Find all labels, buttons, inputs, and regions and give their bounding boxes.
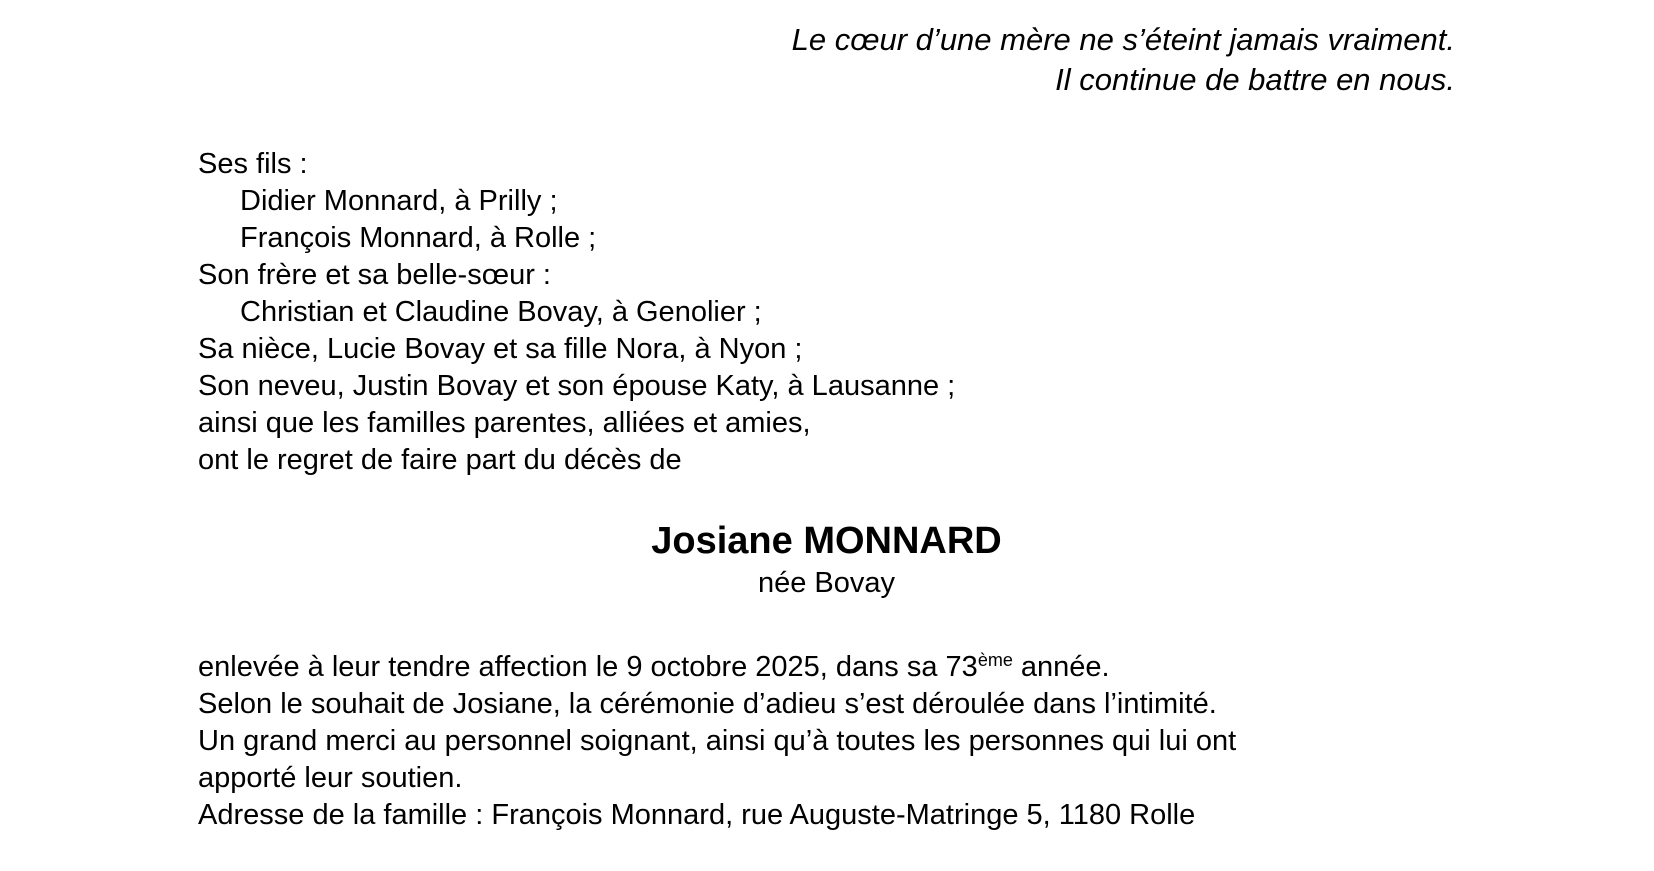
ordinal-superscript: ème xyxy=(977,650,1013,670)
family-line-relatives: ainsi que les familles parentes, alliées et amies, xyxy=(198,407,811,439)
closing-line-thanks-2: apporté leur soutien. xyxy=(198,762,463,794)
family-line-sons-header: Ses fils : xyxy=(198,148,308,180)
family-line-son-1: Didier Monnard, à Prilly ; xyxy=(240,185,558,217)
family-line-brother: Christian et Claudine Bovay, à Genolier ; xyxy=(240,296,762,328)
death-date-text-end: année. xyxy=(1012,651,1110,683)
epigraph xyxy=(198,20,1455,100)
epigraph-line-1: Le cœur d’une mère ne s’éteint jamais vraiment. xyxy=(791,22,1455,57)
closing-line-ceremony: Selon le souhait de Josiane, la cérémonie d’adieu s’est déroulée dans l’intimité. xyxy=(198,688,1217,720)
family-line-nephew: Son neveu, Justin Bovay et son épouse Katy, à Lausanne ; xyxy=(198,370,956,402)
family-line-announcement: ont le regret de faire part du décès de xyxy=(198,444,682,476)
closing-line-death-date xyxy=(198,649,1455,686)
deceased-maiden-name: née Bovay xyxy=(757,567,896,599)
closing-line-family-address: Adresse de la famille : François Monnard, rue Auguste-Matringe 5, 1180 Rolle xyxy=(198,799,1196,831)
family-line-son-2: François Monnard, à Rolle ; xyxy=(240,222,597,254)
closing-paragraph xyxy=(198,649,1455,834)
closing-line-thanks-1: Un grand merci au personnel soignant, ainsi qu’à toutes les personnes qui lui ont xyxy=(198,725,1237,757)
deceased-name-block xyxy=(198,519,1455,603)
deceased-name: Josiane MONNARD xyxy=(651,520,1002,562)
death-date-text: enlevée à leur tendre affection le 9 octobre 2025, dans sa 73 xyxy=(198,651,978,683)
family-line-niece: Sa nièce, Lucie Bovay et sa fille Nora, à Nyon ; xyxy=(198,333,803,365)
family-list xyxy=(198,146,1455,479)
epigraph-line-2: Il continue de battre en nous. xyxy=(1055,62,1455,97)
family-line-brother-header: Son frère et sa belle-sœur : xyxy=(198,259,551,291)
